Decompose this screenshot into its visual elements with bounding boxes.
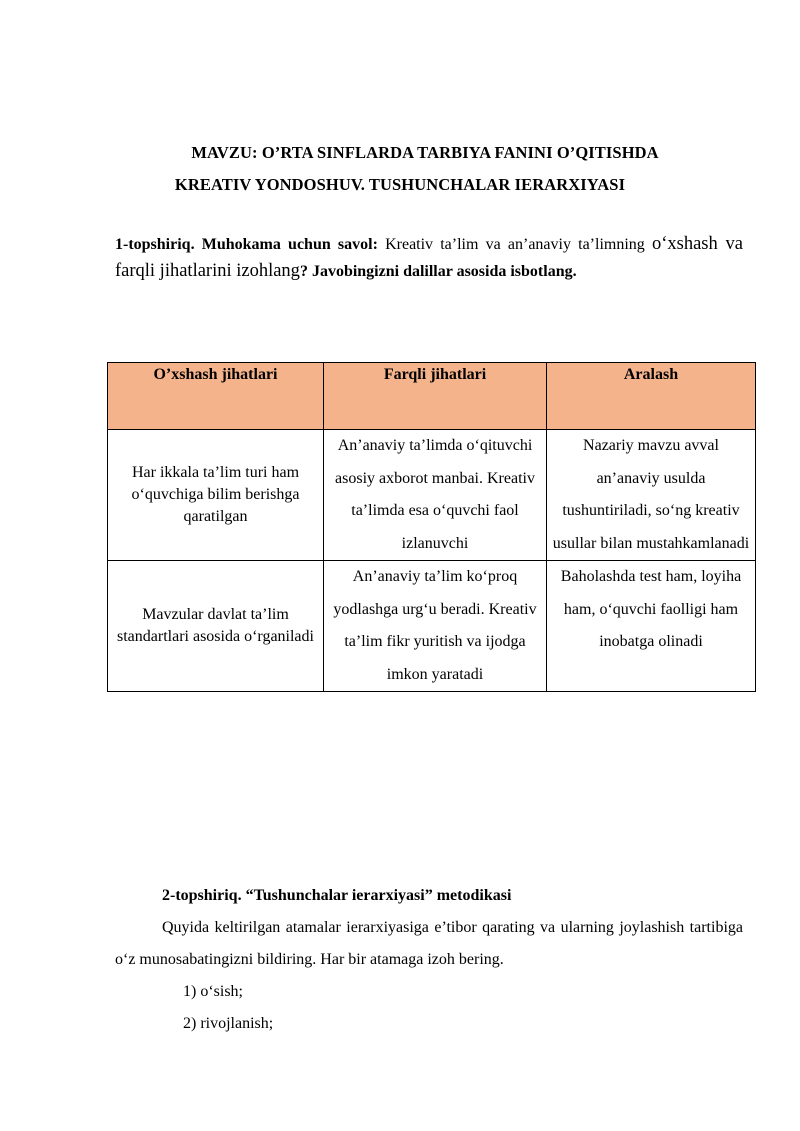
table-cell: An’anaviy ta’lim ko‘proq yodlashga urg‘u beradi. Kreativ ta’lim fikr yuritish va ijodga imkon yaratadi — [324, 561, 547, 692]
table-cell: An’anaviy ta’limda o‘qituvchi asosiy axborot manbai. Kreativ ta’limda esa o‘quvchi faol izlanuvchi — [324, 430, 547, 561]
page-title-line-2: KREATIV YONDOSHUV. TUSHUNCHALAR IERARXIYASI — [174, 175, 626, 194]
table-cell: Baholashda test ham, loyiha ham, o‘quvchi faolligi ham inobatga olinadi — [547, 561, 756, 692]
table-cell: Mavzular davlat ta’lim standartlari asosida o‘rganiladi — [108, 561, 324, 692]
table-row — [108, 430, 756, 561]
table-header-row — [108, 363, 756, 430]
task-1-label: 1-topshiriq. Muhokama uchun savol: — [115, 236, 378, 253]
header-similar: O’xshash jihatlari — [108, 363, 324, 430]
task-2-paragraph: Quyida keltirilgan atamalar ierarxiyasiga e’tibor qarating va ularning joylashish tartibiga o‘z munosabatingizni bildiring. Har bir atamaga izoh bering. — [115, 919, 743, 968]
list-item: 1) o‘sish; — [183, 983, 243, 1000]
table-row — [108, 561, 756, 692]
header-mixed: Aralash — [547, 363, 756, 430]
task-1-text-c: ? Javobingizni dalillar asosida isbotlang. — [299, 263, 577, 280]
page-title-line-1: MAVZU: O’RTA SINFLARDA TARBIYA FANINI O’QITISHDA — [191, 143, 659, 162]
task-1-question — [115, 231, 743, 285]
list-item: 2) rivojlanish; — [183, 1015, 274, 1032]
table-cell: Har ikkala ta’lim turi ham o‘quvchiga bilim berishga qaratilgan — [108, 430, 324, 561]
comparison-table — [107, 362, 756, 692]
task-1-text-a: Kreativ ta’lim va an’anaviy ta’limning — [377, 236, 652, 253]
task-2-heading: 2-topshiriq. “Tushunchalar ierarxiyasi” metodikasi — [162, 887, 512, 904]
table-cell: Nazariy mavzu avval an’anaviy usulda tushuntiriladi, so‘ng kreativ usullar bilan mustahkamlanadi — [547, 430, 756, 561]
header-different: Farqli jihatlari — [324, 363, 547, 430]
task-2-section — [115, 880, 743, 1040]
task-1-text-b: o‘xshash va farqli jihatlarini izohlang — [115, 234, 743, 281]
